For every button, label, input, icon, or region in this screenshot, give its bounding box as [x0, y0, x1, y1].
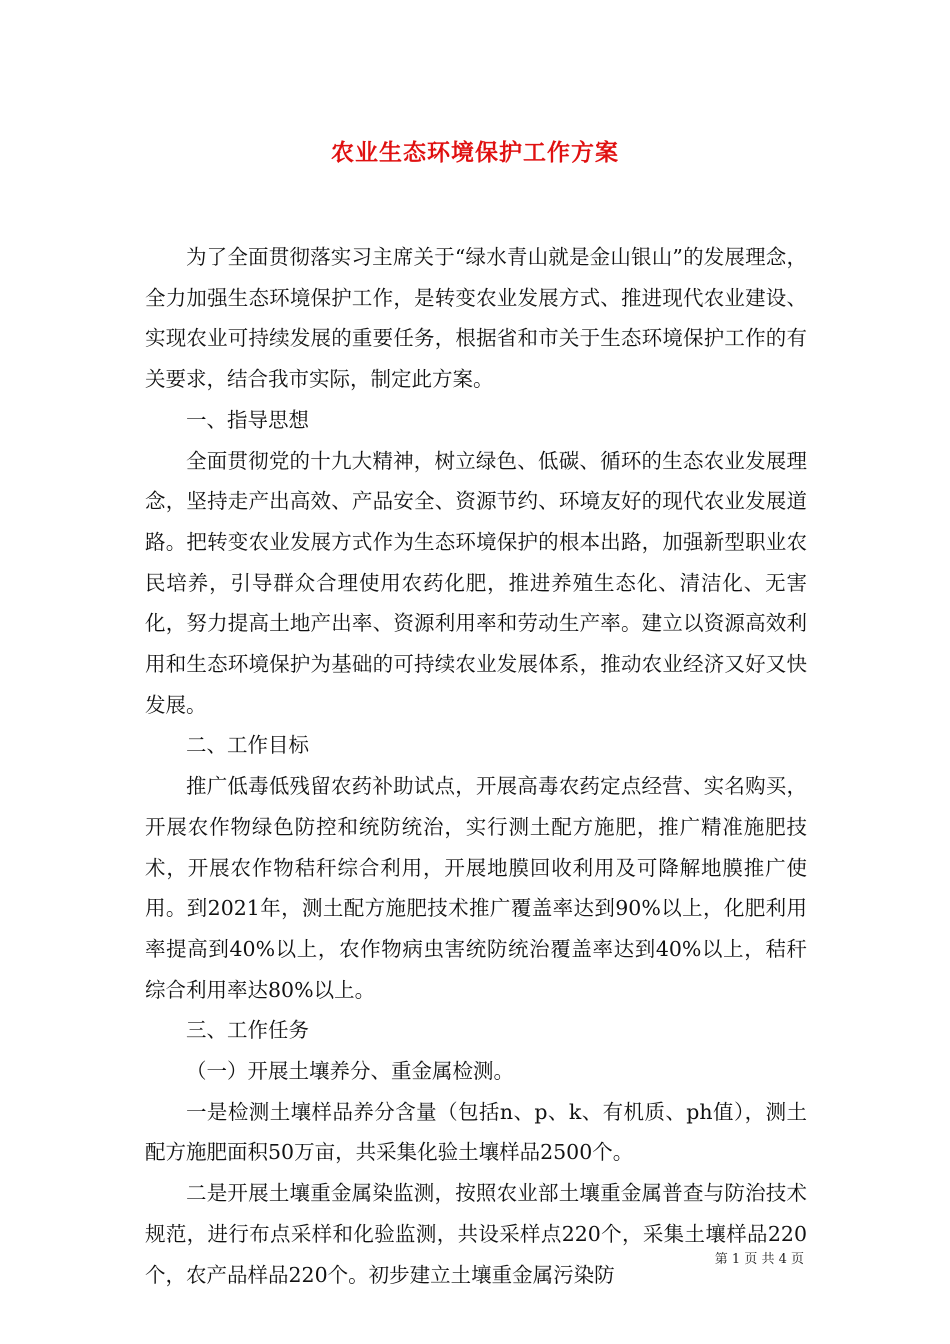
section-heading-3: 三、工作任务	[186, 1018, 309, 1043]
paragraph-guiding-ideology: 全面贯彻党的十九大精神，树立绿色、低碳、循环的生态农业发展理念，坚持走产出高效、产品安全、资源节约、环境友好的现代农业发展道路。把转变农业发展方式作为生态环境保护的根本出路，加强新型职业农民培养，引导群众合理使用农药化肥，推进养殖生态化、清洁化、无害化，努力提高土地产出率、资源利用率和劳动生产率。建立以资源高效利用和生态环境保护为基础的可持续农业发展体系，推动农业经济又好又快发展。	[145, 448, 807, 717]
section-heading-1: 一、指导思想	[186, 407, 309, 432]
page-number-footer: 第 1 页 共 4 页	[714, 1252, 804, 1267]
paragraph-intro: 为了全面贯彻落实习主席关于“绿水青山就是金山银山”的发展理念，全力加强生态环境保护工作，是转变农业发展方式、推进现代农业建设、实现农业可持续发展的重要任务，根据省和市关于生态环境保护工作的有关要求，结合我市实际，制定此方案。	[145, 245, 807, 392]
subsection-heading-1: （一）开展土壤养分、重金属检测。	[186, 1059, 514, 1084]
document-title: 农业生态环境保护工作方案	[331, 139, 619, 166]
paragraph-task-1: 一是检测土壤样品养分含量（包括n、p、k、有机质、ph值），测土配方施肥面积50万亩，共采集化验土壤样品2500个。	[145, 1099, 807, 1165]
section-heading-2: 二、工作目标	[186, 733, 309, 758]
paragraph-work-goals: 推广低毒低残留农药补助试点，开展高毒农药定点经营、实名购买，开展农作物绿色防控和统防统治，实行测土配方施肥，推广精准施肥技术，开展农作物秸秆综合利用，开展地膜回收利用及可降解地膜推广使用。到2021年，测土配方施肥技术推广覆盖率达到90%以上，化肥利用率提高到40%以上，农作物病虫害统防统治覆盖率达到40%以上，秸秆综合利用率达80%以上。	[145, 774, 807, 1002]
document-body	[145, 237, 807, 1295]
paragraph-task-2: 二是开展土壤重金属染监测，按照农业部土壤重金属普查与防治技术规范，进行布点采样和化验监测，共设采样点220个，采集土壤样品220个，农产品样品220个。初步建立土壤重金属污染防	[145, 1181, 807, 1287]
